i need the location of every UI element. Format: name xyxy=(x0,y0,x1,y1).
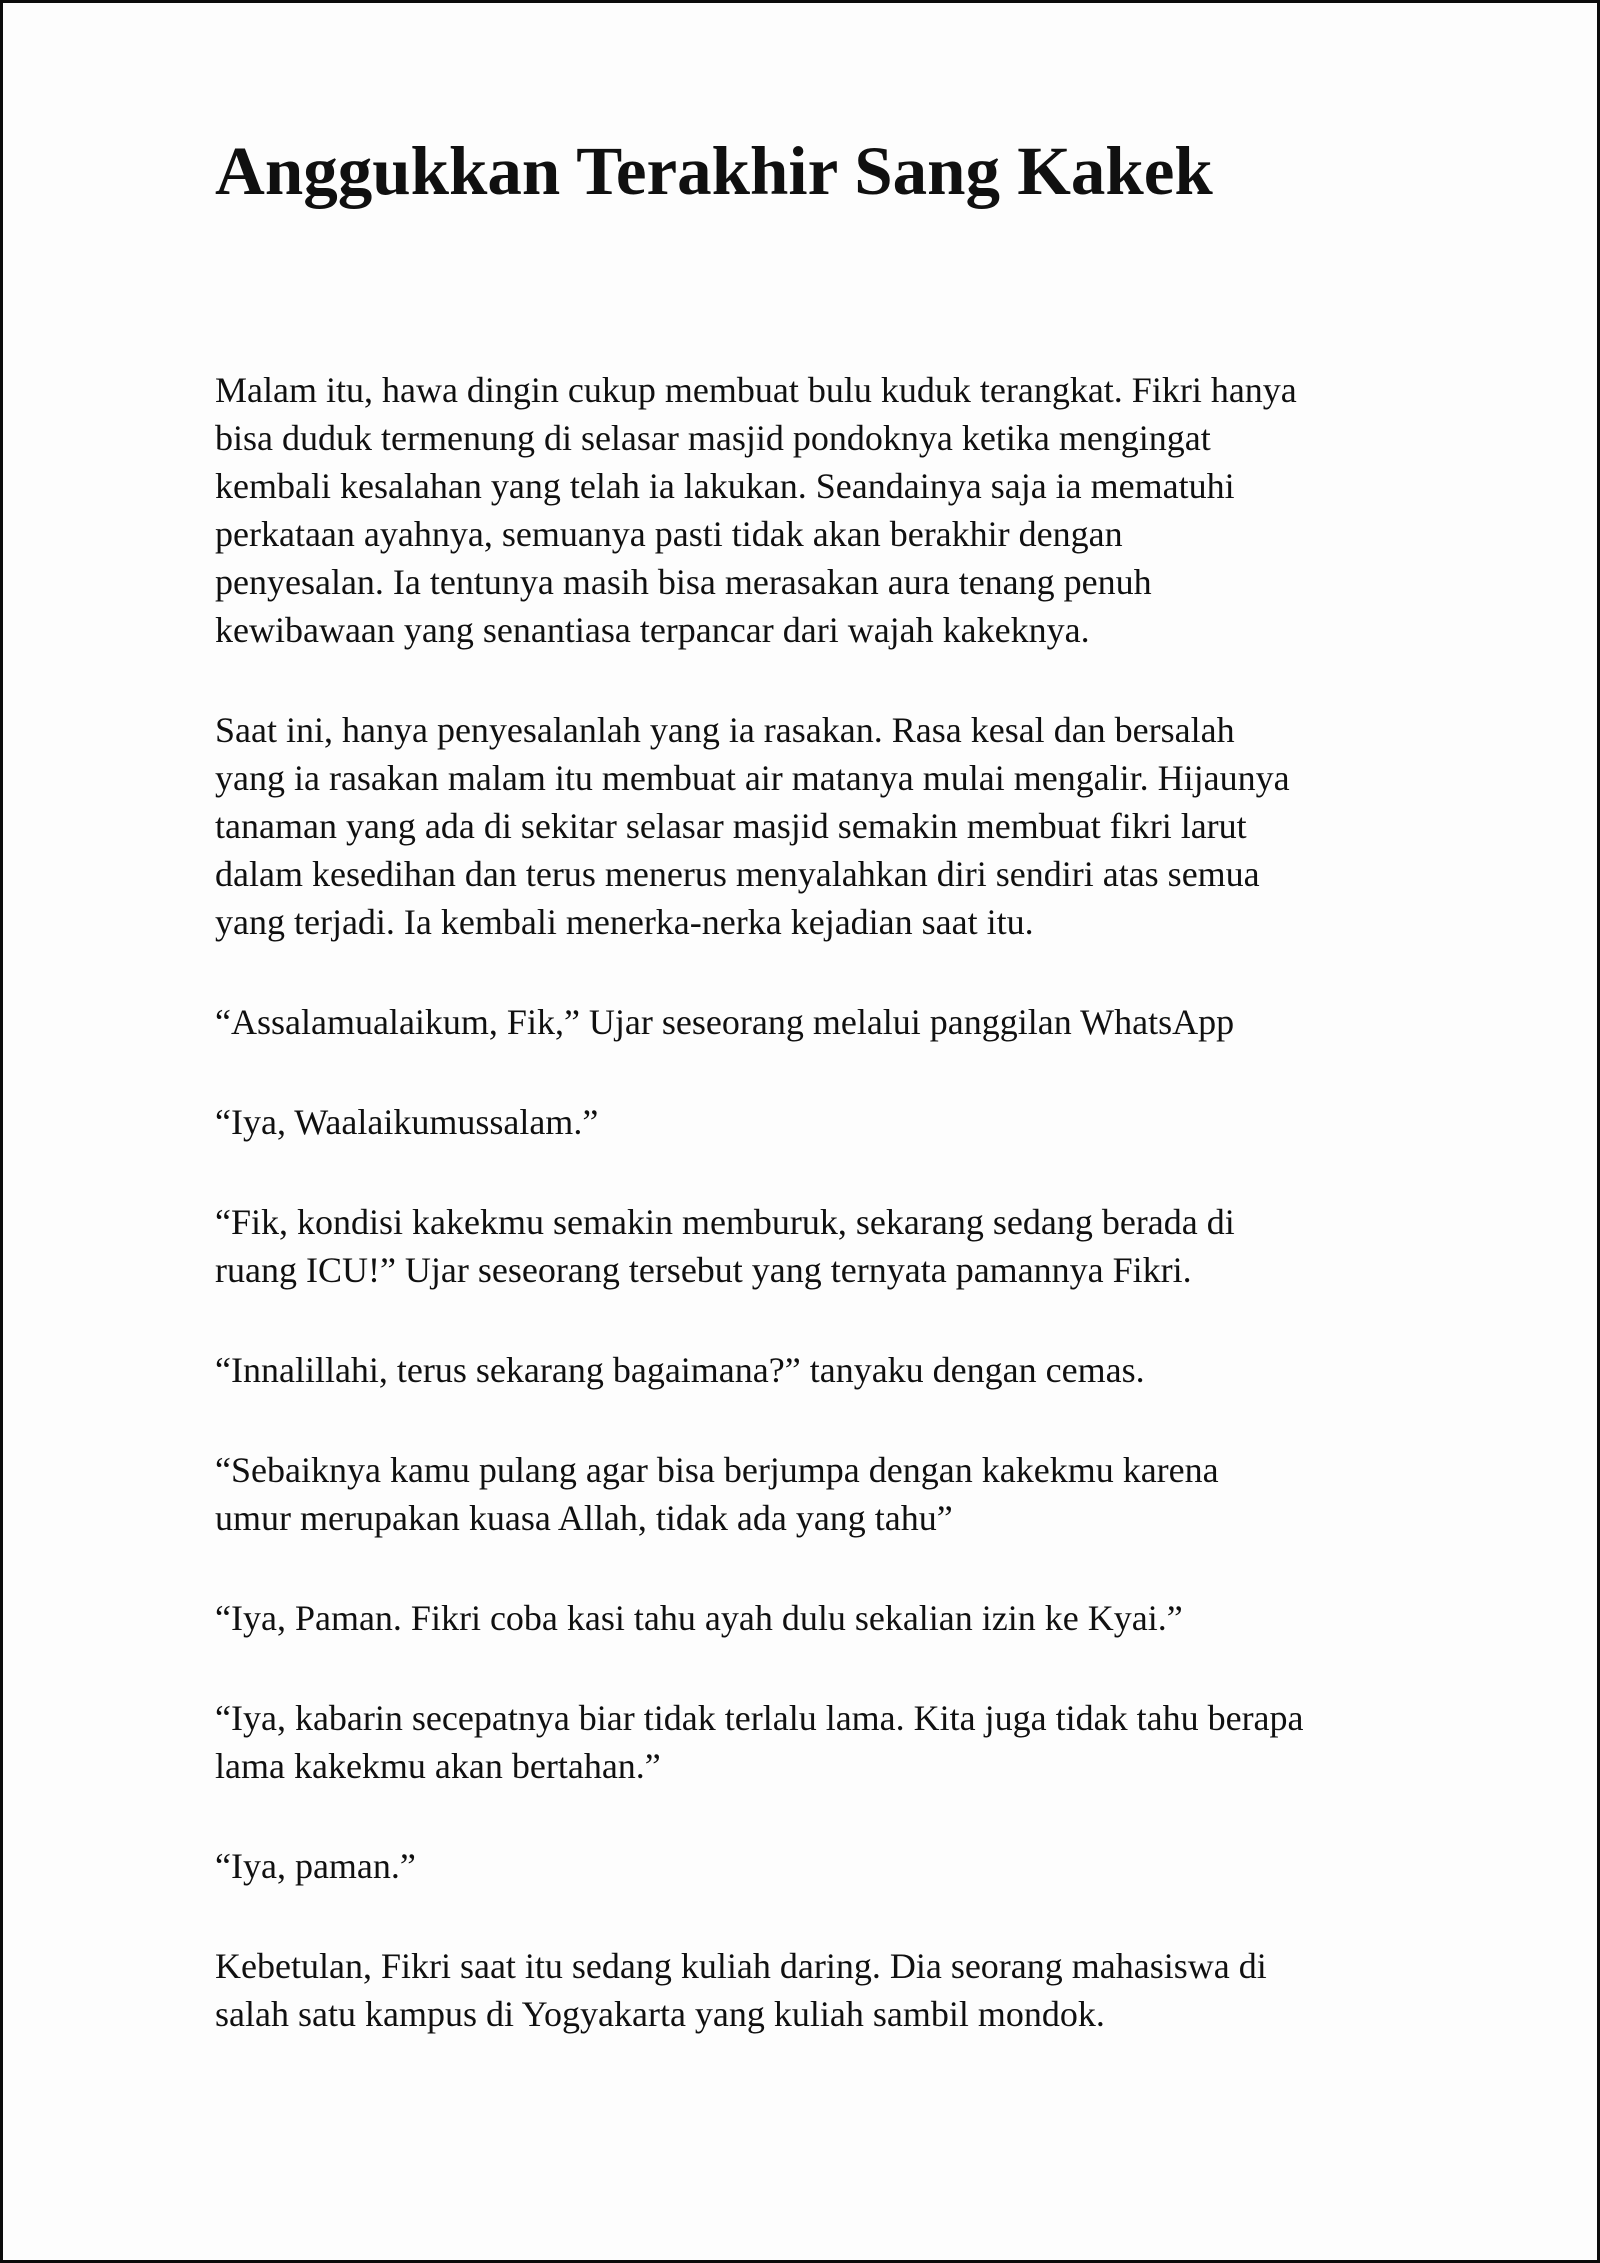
text-line: “Fik, kondisi kakekmu semakin memburuk, sekarang sedang berada di xyxy=(215,1202,1235,1242)
story-paragraph-8 xyxy=(215,1594,1389,1642)
text-line: “Sebaiknya kamu pulang agar bisa berjumpa dengan kakekmu karena xyxy=(215,1450,1219,1490)
text-line: “Iya, kabarin secepatnya biar tidak terlalu lama. Kita juga tidak tahu berapa xyxy=(215,1698,1304,1738)
story-paragraph-2 xyxy=(215,706,1389,946)
document-title: Anggukkan Terakhir Sang Kakek xyxy=(215,133,1213,209)
text-line: Kebetulan, Fikri saat itu sedang kuliah daring. Dia seorang mahasiswa di xyxy=(215,1946,1267,1986)
text-line: salah satu kampus di Yogyakarta yang kuliah sambil mondok. xyxy=(215,1994,1105,2034)
text-line: yang ia rasakan malam itu membuat air matanya mulai mengalir. Hijaunya xyxy=(215,758,1290,798)
text-line: umur merupakan kuasa Allah, tidak ada yang tahu” xyxy=(215,1498,953,1538)
text-line: dalam kesedihan dan terus menerus menyalahkan diri sendiri atas semua xyxy=(215,854,1260,894)
text-line: perkataan ayahnya, semuanya pasti tidak akan berakhir dengan xyxy=(215,514,1123,554)
story-paragraph-4 xyxy=(215,1098,1389,1146)
story-paragraph-9 xyxy=(215,1694,1389,1790)
story-paragraph-11 xyxy=(215,1942,1389,2038)
story-paragraph-5 xyxy=(215,1198,1389,1294)
story-paragraph-6 xyxy=(215,1346,1389,1394)
text-line: “Assalamualaikum, Fik,” Ujar seseorang melalui panggilan WhatsApp xyxy=(215,1002,1235,1042)
story-paragraph-3 xyxy=(215,998,1389,1046)
text-line: bisa duduk termenung di selasar masjid pondoknya ketika mengingat xyxy=(215,418,1211,458)
text-line: “Iya, paman.” xyxy=(215,1846,416,1886)
text-line: kewibawaan yang senantiasa terpancar dari wajah kakeknya. xyxy=(215,610,1090,650)
text-line: yang terjadi. Ia kembali menerka-nerka kejadian saat itu. xyxy=(215,902,1034,942)
text-line: Malam itu, hawa dingin cukup membuat bulu kuduk terangkat. Fikri hanya xyxy=(215,370,1297,410)
text-line: kembali kesalahan yang telah ia lakukan. Seandainya saja ia mematuhi xyxy=(215,466,1235,506)
text-line: “Innalillahi, terus sekarang bagaimana?” tanyaku dengan cemas. xyxy=(215,1350,1145,1390)
document-content xyxy=(3,126,1597,2038)
text-line: tanaman yang ada di sekitar selasar masjid semakin membuat fikri larut xyxy=(215,806,1247,846)
story-paragraph-7 xyxy=(215,1446,1389,1542)
story-paragraph-1 xyxy=(215,366,1389,654)
text-line: “Iya, Waalaikumussalam.” xyxy=(215,1102,599,1142)
text-line: penyesalan. Ia tentunya masih bisa merasakan aura tenang penuh xyxy=(215,562,1152,602)
text-line: Saat ini, hanya penyesalanlah yang ia rasakan. Rasa kesal dan bersalah xyxy=(215,710,1235,750)
text-line: ruang ICU!” Ujar seseorang tersebut yang ternyata pamannya Fikri. xyxy=(215,1250,1192,1290)
text-line: “Iya, Paman. Fikri coba kasi tahu ayah dulu sekalian izin ke Kyai.” xyxy=(215,1598,1183,1638)
text-line: lama kakekmu akan bertahan.” xyxy=(215,1746,661,1786)
story-paragraph-10 xyxy=(215,1842,1389,1890)
